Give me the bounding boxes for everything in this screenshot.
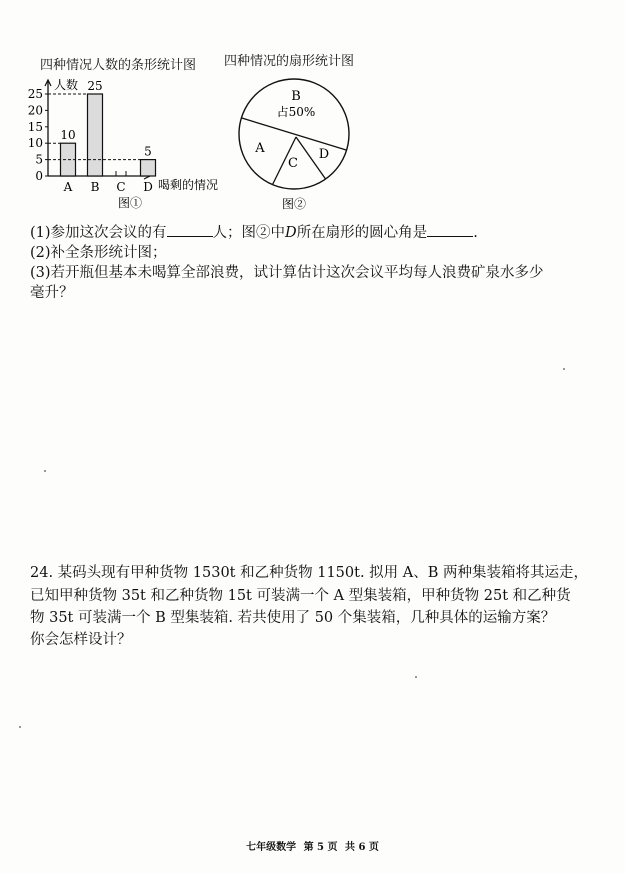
y-tick-label-10: 10 [27,136,43,151]
bar-value-label-B: 25 [87,79,103,93]
bar-D [141,160,156,176]
answer-blank-2 [427,222,473,237]
bar-B [88,94,103,176]
scan-speck [19,726,21,728]
scan-speck [415,676,417,678]
x-tick-label-C: C [116,180,126,194]
pie-slice-percent-B: 占50% [276,105,316,119]
x-tick-label-B: B [90,180,100,194]
footer-total: 共 6 页 [344,842,379,853]
pie-slice-label-A: A [255,141,265,156]
bar-chart [0,72,230,222]
q1-text-end: . [473,225,478,241]
bar-value-label-A: 10 [60,128,76,143]
y-tick-label-15: 15 [27,119,43,134]
question-3-line-1: (3)若开瓶但基本未喝算全部浪费，试计算估计这次会议平均每人浪费矿泉水多少 [30,265,544,281]
q1-text-a: (1)参加这次会议的有 [30,225,167,241]
y-tick-label-20: 20 [27,103,43,118]
page-footer [0,838,625,853]
y-axis-label: 人数 [54,78,79,92]
pie-slice-label-B: B [291,89,301,104]
x-tick-label-D: D [143,180,153,194]
x-axis-label: 喝剩的情况 [158,178,219,192]
question-3-line-2: 毫升？ [30,285,74,301]
q1-italic-d: D [285,225,297,241]
bar-chart-title: 四种情况人数的条形统计图 [40,58,197,73]
problem-24-line-4: 你会怎样设计？ [30,632,132,648]
q1-text-b: 人；图②中 [212,225,286,241]
y-tick-label-5: 5 [35,152,43,167]
problem-24-line-1: 24. 某码头现有甲种货物 1530t 和乙种货物 1150t. 拟用 A、B 两种集装箱将其运走， [30,565,589,581]
problem-24-line-3: 物 35t 可装满一个 B 型集装箱. 若共使用了 50 个集装箱，几种具体的运输方案？ [30,610,556,626]
answer-blank-1 [167,222,213,237]
x-tick-label-A: A [63,180,73,194]
scan-speck [44,470,46,472]
pie-slice-label-D: D [318,147,330,162]
bar-chart-caption: 图① [117,196,143,210]
q1-text-c: 所在扇形的圆心角是 [296,225,428,241]
scan-speck [563,368,565,370]
question-1 [30,222,478,243]
question-2: (2)补全条形统计图； [30,245,167,261]
footer-page: 第 5 页 [303,842,338,853]
y-tick-label-25: 25 [27,87,43,101]
bar-value-label-D: 5 [144,144,152,159]
pie-chart [224,76,374,226]
pie-slice-label-C: C [288,156,298,171]
footer-grade: 七年级数学 [246,842,297,853]
y-tick-label-0: 0 [35,169,43,183]
pie-chart-title: 四种情况的扇形统计图 [224,54,355,69]
pie-chart-caption: 图② [281,197,307,211]
problem-24-line-2: 已知甲种货物 35t 和乙种货物 15t 可装满一个 A 型集装箱，甲种货物 25t 和乙种货 [30,588,571,604]
